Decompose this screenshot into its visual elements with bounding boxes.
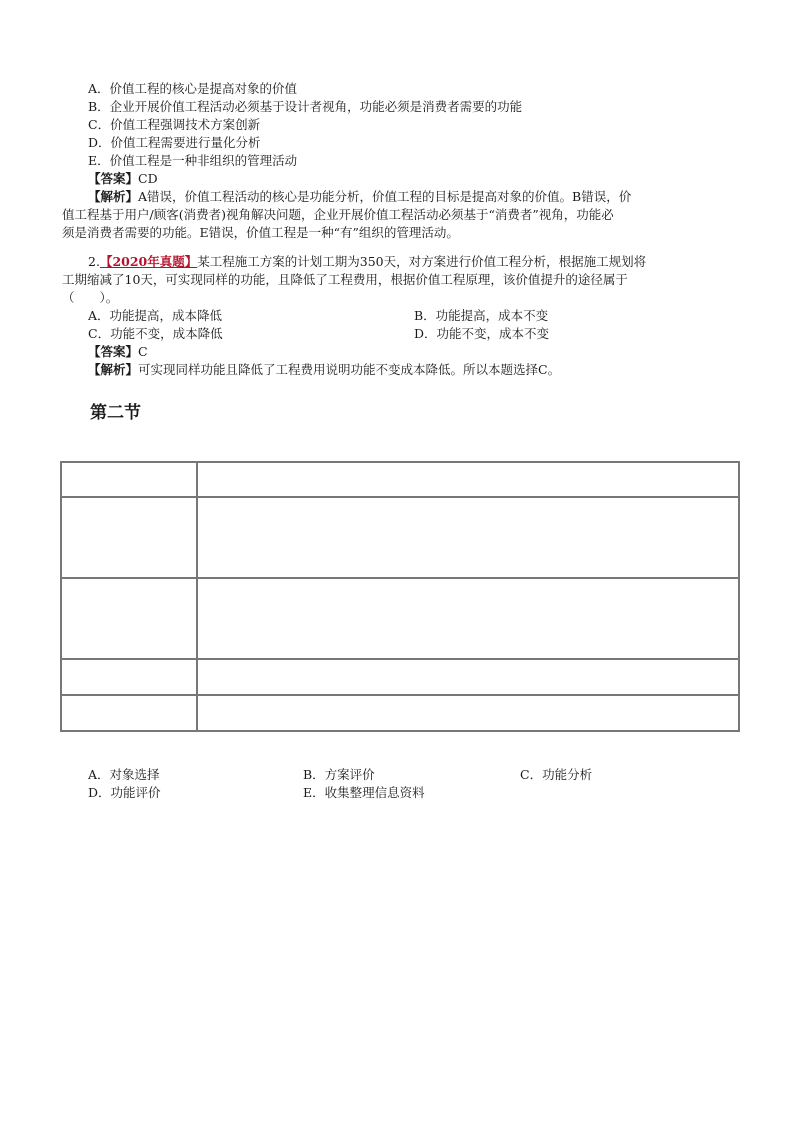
q1-option-e: E．价值工程是一种非组织的管理活动 <box>88 153 298 168</box>
table-cell <box>61 462 197 497</box>
q2-stem-text-1: 某工程施工方案的计划工期为350天，对方案进行价值工程分析，根据施工规划将 <box>197 254 647 269</box>
q1-option-a: A．价值工程的核心是提高对象的价值 <box>88 81 298 96</box>
table-row <box>61 695 739 731</box>
table-row <box>61 578 739 659</box>
q3-option-e: E．收集整理信息资料 <box>303 785 425 800</box>
table-cell <box>61 659 197 695</box>
q1-analysis-text-1: A错误，价值工程活动的核心是功能分析，价值工程的目标是提高对象的价值。B错误，价 <box>138 189 632 204</box>
q2-answer-value: C <box>138 344 148 359</box>
q2-exam-tag: 【2020年真题】 <box>99 254 198 269</box>
q2-analysis-label: 【解析】 <box>88 362 139 377</box>
table-cell <box>61 695 197 731</box>
q3-option-b: B．方案评价 <box>303 767 375 782</box>
table-row <box>61 659 739 695</box>
empty-table <box>60 461 740 732</box>
table-row <box>61 462 739 497</box>
table-cell <box>197 578 739 659</box>
q3-option-a: A．对象选择 <box>88 767 160 782</box>
q2-answer-label: 【答案】 <box>88 344 139 359</box>
q2-stem-line-3: （ ）。 <box>62 290 119 305</box>
q3-option-c: C．功能分析 <box>520 767 593 782</box>
q2-option-d: D．功能不变，成本不变 <box>414 326 550 341</box>
q1-answer <box>88 170 158 188</box>
q1-option-c: C．价值工程强调技术方案创新 <box>88 117 261 132</box>
q1-answer-value: CD <box>138 171 158 186</box>
q2-option-a: A．功能提高，成本降低 <box>88 308 223 323</box>
table-cell <box>197 462 739 497</box>
q1-answer-label: 【答案】 <box>88 171 139 186</box>
q2-option-b: B．功能提高，成本不变 <box>414 308 549 323</box>
q2-stem-line-1 <box>88 253 646 271</box>
q2-analysis <box>88 361 560 379</box>
table-cell <box>197 497 739 578</box>
q2-answer <box>88 343 148 361</box>
q3-option-d: D．功能评价 <box>88 785 161 800</box>
q1-option-b: B．企业开展价值工程活动必须基于设计者视角，功能必须是消费者需要的功能 <box>88 99 523 114</box>
table-cell <box>61 578 197 659</box>
q2-analysis-text: 可实现同样功能且降低了工程费用说明功能不变成本降低。所以本题选择C。 <box>138 362 561 377</box>
q2-option-c: C．功能不变，成本降低 <box>88 326 223 341</box>
section-heading: 第二节 <box>90 403 141 423</box>
q1-option-d: D．价值工程需要进行量化分析 <box>88 135 261 150</box>
table-cell <box>197 695 739 731</box>
q1-analysis-line-1 <box>88 188 631 206</box>
table-cell <box>197 659 739 695</box>
q1-analysis-label: 【解析】 <box>88 189 139 204</box>
table-row <box>61 497 739 578</box>
table-cell <box>61 497 197 578</box>
q1-analysis-line-3: 须是消费者需要的功能。E错误，价值工程是一种“有”组织的管理活动。 <box>62 225 459 240</box>
q2-number: 2. <box>88 254 100 269</box>
q1-analysis-line-2: 值工程基于用户/顾客(消费者)视角解决问题，企业开展价值工程活动必须基于“消费者”视角，功能必 <box>62 207 614 222</box>
q2-stem-line-2: 工期缩减了10天，可实现同样的功能，且降低了工程费用，根据价值工程原理，该价值提升的途径属于 <box>62 272 628 287</box>
